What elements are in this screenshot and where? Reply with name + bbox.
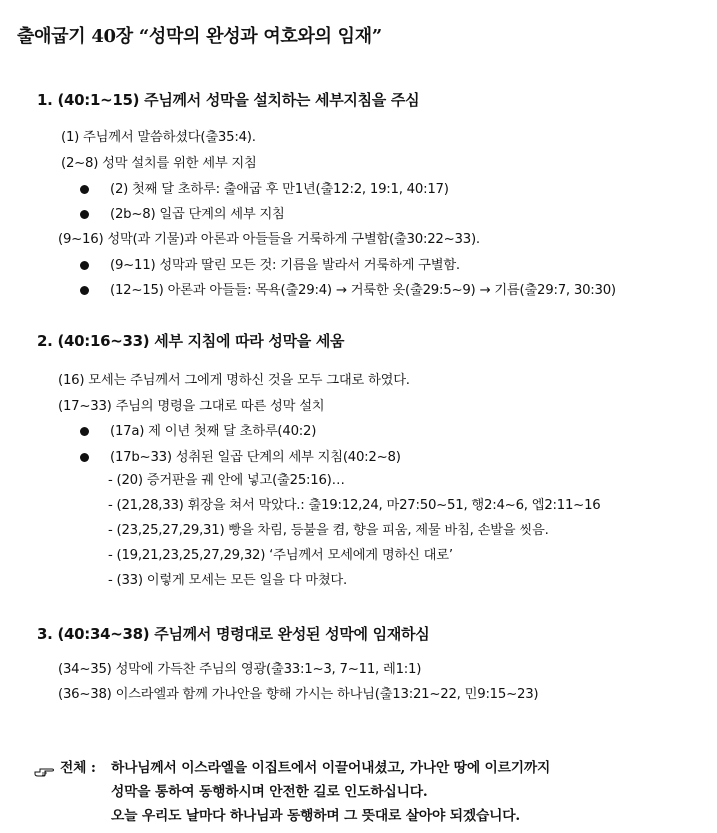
pointing-hand-icon	[34, 763, 54, 777]
bullet-text: (9~11) 성막과 딸린 모든 것: 기름을 발라서 거룩하게 구별함.	[110, 258, 460, 273]
bullet-dot-icon	[80, 453, 89, 462]
section-1-line: (9~16) 성막(과 기물)과 아론과 아들들을 거룩하게 구별함(출30:22~33).	[58, 232, 480, 247]
bullet-dot-icon	[80, 185, 89, 194]
bullet-text: (17a) 제 이년 첫째 달 초하루(40:2)	[110, 424, 317, 439]
dash-item: - (33) 이렇게 모세는 모든 일을 다 마쳤다.	[108, 573, 347, 588]
bullet-text: (2b~8) 일곱 단계의 세부 지침	[110, 207, 285, 222]
page-title: 출애굽기 40장 “성막의 완성과 여호와의 임재”	[17, 26, 382, 47]
bullet-text: (2) 첫째 달 초하루: 출애굽 후 만1년(출12:2, 19:1, 40:17)	[110, 182, 449, 197]
bullet-text: (17b~33) 성취된 일곱 단계의 세부 지침(40:2~8)	[110, 450, 401, 465]
section-2-line: (17~33) 주님의 명령을 그대로 따른 성막 설치	[58, 399, 325, 414]
section-2-line: (16) 모세는 주님께서 그에게 명하신 것을 모두 그대로 하였다.	[58, 373, 410, 388]
dash-item: - (23,25,27,29,31) 빵을 차림, 등불을 켬, 향을 피움, 제물 바침, 손발을 씻음.	[108, 523, 549, 538]
dash-item: - (19,21,23,25,27,29,32) ‘주님께서 모세에게 명하신 대로’	[108, 548, 453, 563]
summary-label: 전체 :	[60, 760, 96, 776]
section-1-heading: 1. (40:1~15) 주님께서 성막을 설치하는 세부지침을 주심	[37, 91, 420, 109]
dash-item: - (21,28,33) 휘장을 쳐서 막았다.: 출19:12,24, 마27:50~51, 행2:4~6, 엡2:11~16	[108, 498, 601, 513]
bullet-dot-icon	[80, 261, 89, 270]
section-1-line: (1) 주님께서 말씀하셨다(출35:4).	[61, 130, 256, 145]
summary-line: 하나님께서 이스라엘을 이집트에서 이끌어내셨고, 가나안 땅에 이르기까지	[111, 760, 551, 776]
bullet-dot-icon	[80, 427, 89, 436]
dash-item: - (20) 증거판을 궤 안에 넣고(출25:16)…	[108, 473, 345, 488]
section-3-line: (34~35) 성막에 가득찬 주님의 영광(출33:1~3, 7~11, 레1:1)	[58, 662, 422, 677]
section-3-heading: 3. (40:34~38) 주님께서 명령대로 완성된 성막에 임재하심	[37, 625, 430, 643]
bullet-text: (12~15) 아론과 아들들: 목욕(출29:4) → 거룩한 옷(출29:5~9) → 기름(출29:7, 30:30)	[110, 283, 616, 298]
section-1-line: (2~8) 성막 설치를 위한 세부 지침	[61, 156, 257, 171]
summary-line: 오늘 우리도 날마다 하나님과 동행하며 그 뜻대로 살아야 되겠습니다.	[111, 808, 521, 824]
section-2-heading: 2. (40:16~33) 세부 지침에 따라 성막을 세움	[37, 332, 345, 350]
summary-line: 성막을 통하여 동행하시며 안전한 길로 인도하십니다.	[111, 784, 428, 800]
section-3-line: (36~38) 이스라엘과 함께 가나안을 향해 가시는 하나님(출13:21~22, 민9:15~23)	[58, 687, 539, 702]
bullet-dot-icon	[80, 286, 89, 295]
bullet-dot-icon	[80, 210, 89, 219]
